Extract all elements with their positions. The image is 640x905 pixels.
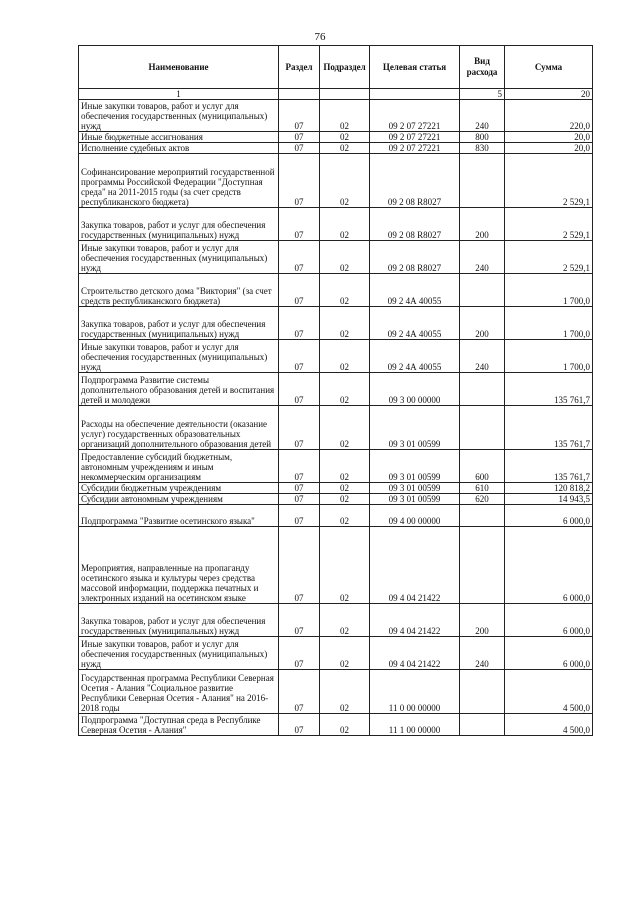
row-razdel-cell: 07 <box>279 670 320 714</box>
row-vid-cell <box>460 505 505 527</box>
row-razdel-cell: 07 <box>279 307 320 340</box>
table-row <box>79 241 593 274</box>
header-vid: Вид расхода <box>460 46 505 89</box>
header-podrazdel: Подраздел <box>320 46 370 89</box>
index-cell <box>279 89 320 100</box>
table-row <box>79 143 593 154</box>
row-statya-cell: 09 3 01 00599 <box>370 406 460 450</box>
row-name-cell: Закупка товаров, работ и услуг для обеспечения государственных (муниципальных) нужд <box>79 208 279 241</box>
row-summa-cell: 2 529,1 <box>505 241 593 274</box>
row-razdel-cell: 07 <box>279 241 320 274</box>
row-razdel-cell: 07 <box>279 340 320 373</box>
table-row <box>79 527 593 604</box>
row-vid-cell <box>460 274 505 307</box>
row-summa-cell: 2 529,1 <box>505 154 593 208</box>
table-row <box>79 604 593 637</box>
row-vid-cell <box>460 527 505 604</box>
row-podrazdel-cell: 02 <box>320 132 370 143</box>
row-vid-cell: 200 <box>460 307 505 340</box>
row-vid-cell <box>460 714 505 736</box>
row-razdel-cell: 07 <box>279 637 320 670</box>
index-cell <box>320 89 370 100</box>
row-name-cell: Иные закупки товаров, работ и услуг для обеспечения государственных (муниципальных) нужд <box>79 340 279 373</box>
header-summa: Сумма <box>505 46 593 89</box>
row-summa-cell: 1 700,0 <box>505 307 593 340</box>
row-statya-cell: 09 3 01 00599 <box>370 450 460 483</box>
row-podrazdel-cell: 02 <box>320 670 370 714</box>
row-summa-cell: 6 000,0 <box>505 604 593 637</box>
row-name-cell: Мероприятия, направленные на пропаганду осетинского языка и культуры через средства массовой информации, поддержка печатных и электронных изданий на осетинском языке <box>79 527 279 604</box>
row-vid-cell <box>460 373 505 406</box>
row-statya-cell: 09 2 08 R8027 <box>370 154 460 208</box>
row-name-cell: Подпрограмма "Доступная среда в Республике Северная Осетия - Алания" <box>79 714 279 736</box>
row-summa-cell: 6 000,0 <box>505 637 593 670</box>
row-vid-cell: 830 <box>460 143 505 154</box>
row-summa-cell: 1 700,0 <box>505 340 593 373</box>
table-row <box>79 132 593 143</box>
row-podrazdel-cell: 02 <box>320 494 370 505</box>
row-statya-cell: 09 2 08 R8027 <box>370 241 460 274</box>
budget-table <box>78 45 593 736</box>
row-podrazdel-cell: 02 <box>320 406 370 450</box>
table-row <box>79 494 593 505</box>
table-row <box>79 483 593 494</box>
row-vid-cell: 610 <box>460 483 505 494</box>
row-podrazdel-cell: 02 <box>320 100 370 132</box>
page-number: 76 <box>314 31 326 43</box>
row-summa-cell: 1 700,0 <box>505 274 593 307</box>
row-razdel-cell: 07 <box>279 494 320 505</box>
row-summa-cell: 14 943,5 <box>505 494 593 505</box>
index-row <box>79 89 593 100</box>
index-cell: 1 <box>79 89 279 100</box>
row-summa-cell: 220,0 <box>505 100 593 132</box>
row-podrazdel-cell: 02 <box>320 307 370 340</box>
row-podrazdel-cell: 02 <box>320 505 370 527</box>
row-vid-cell <box>460 154 505 208</box>
row-razdel-cell: 07 <box>279 714 320 736</box>
row-statya-cell: 09 2 4А 40055 <box>370 307 460 340</box>
row-summa-cell: 135 761,7 <box>505 450 593 483</box>
row-summa-cell: 120 818,2 <box>505 483 593 494</box>
row-razdel-cell: 07 <box>279 373 320 406</box>
header-razdel: Раздел <box>279 46 320 89</box>
table-row <box>79 100 593 132</box>
row-podrazdel-cell: 02 <box>320 208 370 241</box>
table-row <box>79 637 593 670</box>
row-statya-cell: 09 4 00 00000 <box>370 505 460 527</box>
row-summa-cell: 6 000,0 <box>505 505 593 527</box>
index-cell: 5 <box>460 89 505 100</box>
table-row <box>79 670 593 714</box>
table-row <box>79 505 593 527</box>
row-podrazdel-cell: 02 <box>320 714 370 736</box>
row-summa-cell: 135 761,7 <box>505 373 593 406</box>
row-razdel-cell: 07 <box>279 100 320 132</box>
row-summa-cell: 20,0 <box>505 143 593 154</box>
row-podrazdel-cell: 02 <box>320 483 370 494</box>
row-statya-cell: 11 0 00 00000 <box>370 670 460 714</box>
row-name-cell: Предоставление субсидий бюджетным, автономным учреждениям и иным некоммерческим организациям <box>79 450 279 483</box>
row-name-cell: Государственная программа Республики Северная Осетия - Алания "Социальное развитие Республики Северная Осетия - Алания" на 2016-2018 годы <box>79 670 279 714</box>
row-name-cell: Иные закупки товаров, работ и услуг для обеспечения государственных (муниципальных) нужд <box>79 637 279 670</box>
row-vid-cell: 200 <box>460 604 505 637</box>
row-statya-cell: 09 2 07 27221 <box>370 100 460 132</box>
row-razdel-cell: 07 <box>279 527 320 604</box>
table-row <box>79 274 593 307</box>
row-vid-cell: 240 <box>460 340 505 373</box>
table-row <box>79 307 593 340</box>
row-statya-cell: 09 2 4А 40055 <box>370 274 460 307</box>
row-vid-cell: 240 <box>460 241 505 274</box>
row-summa-cell: 6 000,0 <box>505 527 593 604</box>
row-vid-cell: 200 <box>460 208 505 241</box>
index-cell <box>370 89 460 100</box>
row-podrazdel-cell: 02 <box>320 340 370 373</box>
row-statya-cell: 09 2 07 27221 <box>370 132 460 143</box>
row-name-cell: Иные закупки товаров, работ и услуг для обеспечения государственных (муниципальных) нужд <box>79 241 279 274</box>
row-name-cell: Закупка товаров, работ и услуг для обеспечения государственных (муниципальных) нужд <box>79 307 279 340</box>
row-name-cell: Софинансирование мероприятий государственной программы Российской Федерации "Доступная среда" на 2011-2015 годы (за счет средств республиканского бюджета) <box>79 154 279 208</box>
row-podrazdel-cell: 02 <box>320 143 370 154</box>
row-statya-cell: 09 3 01 00599 <box>370 494 460 505</box>
row-name-cell: Иные бюджетные ассигнования <box>79 132 279 143</box>
row-podrazdel-cell: 02 <box>320 241 370 274</box>
table-row <box>79 154 593 208</box>
row-vid-cell: 600 <box>460 450 505 483</box>
row-name-cell: Субсидии бюджетным учреждениям <box>79 483 279 494</box>
row-summa-cell: 135 761,7 <box>505 406 593 450</box>
table-row <box>79 406 593 450</box>
row-name-cell: Подпрограмма Развитие системы дополнительного образования детей и воспитания детей и молодежи <box>79 373 279 406</box>
row-vid-cell <box>460 406 505 450</box>
row-name-cell: Подпрограмма "Развитие осетинского языка" <box>79 505 279 527</box>
row-statya-cell: 09 3 00 00000 <box>370 373 460 406</box>
row-razdel-cell: 07 <box>279 505 320 527</box>
row-razdel-cell: 07 <box>279 208 320 241</box>
table-row <box>79 340 593 373</box>
header-statya: Целевая статья <box>370 46 460 89</box>
table-row <box>79 208 593 241</box>
row-podrazdel-cell: 02 <box>320 154 370 208</box>
row-podrazdel-cell: 02 <box>320 274 370 307</box>
row-summa-cell: 4 500,0 <box>505 670 593 714</box>
row-statya-cell: 09 4 04 21422 <box>370 604 460 637</box>
row-name-cell: Закупка товаров, работ и услуг для обеспечения государственных (муниципальных) нужд <box>79 604 279 637</box>
row-statya-cell: 09 2 4А 40055 <box>370 340 460 373</box>
row-statya-cell: 09 3 01 00599 <box>370 483 460 494</box>
row-summa-cell: 4 500,0 <box>505 714 593 736</box>
row-razdel-cell: 07 <box>279 274 320 307</box>
row-statya-cell: 09 2 08 R8027 <box>370 208 460 241</box>
row-razdel-cell: 07 <box>279 154 320 208</box>
row-name-cell: Иные закупки товаров, работ и услуг для обеспечения государственных (муниципальных) нужд <box>79 100 279 132</box>
row-name-cell: Субсидии автономным учреждениям <box>79 494 279 505</box>
index-cell: 20 <box>505 89 593 100</box>
row-vid-cell: 240 <box>460 100 505 132</box>
row-razdel-cell: 07 <box>279 143 320 154</box>
row-razdel-cell: 07 <box>279 132 320 143</box>
row-name-cell: Строительство детского дома "Виктория" (за счет средств республиканского бюджета) <box>79 274 279 307</box>
row-razdel-cell: 07 <box>279 483 320 494</box>
row-summa-cell: 20,0 <box>505 132 593 143</box>
table-row <box>79 373 593 406</box>
header-row <box>79 46 593 89</box>
row-statya-cell: 09 4 04 21422 <box>370 527 460 604</box>
row-name-cell: Исполнение судебных актов <box>79 143 279 154</box>
row-vid-cell: 800 <box>460 132 505 143</box>
table-row <box>79 450 593 483</box>
header-name: Наименование <box>79 46 279 89</box>
row-vid-cell: 240 <box>460 637 505 670</box>
row-statya-cell: 09 4 04 21422 <box>370 637 460 670</box>
table-row <box>79 714 593 736</box>
row-statya-cell: 11 1 00 00000 <box>370 714 460 736</box>
row-razdel-cell: 07 <box>279 604 320 637</box>
row-name-cell: Расходы на обеспечение деятельности (оказание услуг) государственных образовательных организаций дополнительного образования детей <box>79 406 279 450</box>
row-vid-cell <box>460 670 505 714</box>
row-razdel-cell: 07 <box>279 450 320 483</box>
row-podrazdel-cell: 02 <box>320 637 370 670</box>
row-summa-cell: 2 529,1 <box>505 208 593 241</box>
row-podrazdel-cell: 02 <box>320 373 370 406</box>
row-vid-cell: 620 <box>460 494 505 505</box>
row-statya-cell: 09 2 07 27221 <box>370 143 460 154</box>
row-razdel-cell: 07 <box>279 406 320 450</box>
row-podrazdel-cell: 02 <box>320 527 370 604</box>
row-podrazdel-cell: 02 <box>320 450 370 483</box>
row-podrazdel-cell: 02 <box>320 604 370 637</box>
